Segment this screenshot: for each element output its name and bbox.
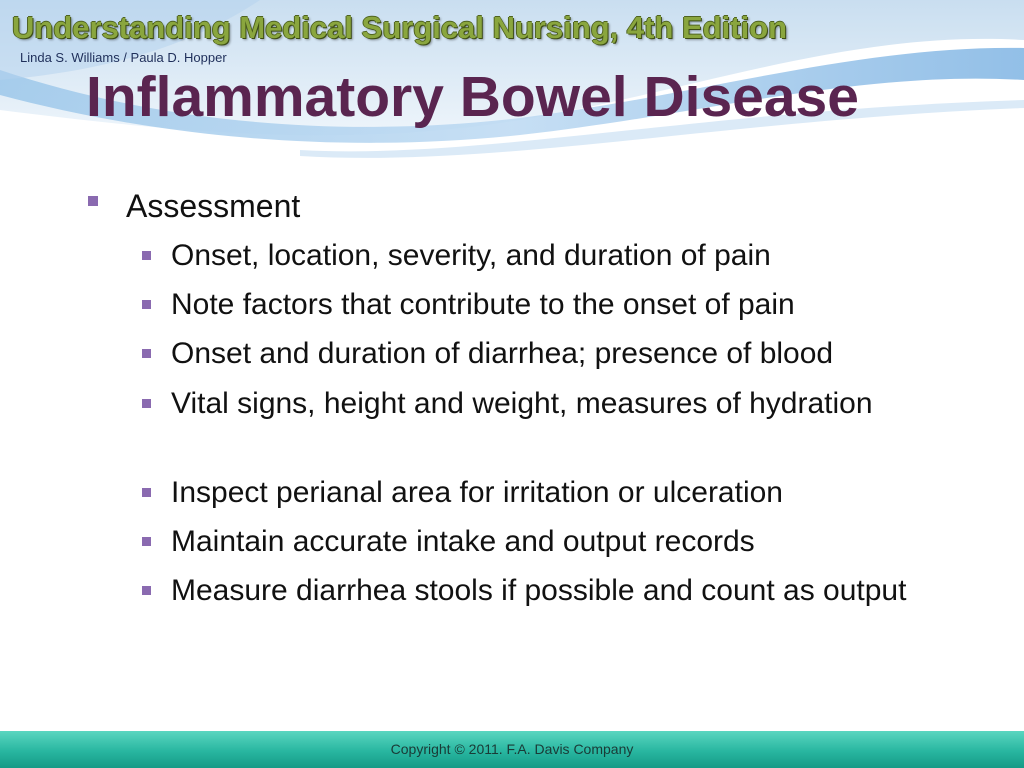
square-bullet-icon [88,196,98,206]
slide-title: Inflammatory Bowel Disease [86,65,859,129]
sub-bullet-text: Onset, location, severity, and duration of pain [171,239,771,272]
sub-bullet-text: Note factors that contribute to the onset of pain [171,288,795,321]
authors-line: Linda S. Williams / Paula D. Hopper [20,50,227,65]
square-bullet-icon [142,488,151,497]
sub-bullet-text: Onset and duration of diarrhea; presence of blood [171,337,834,370]
square-bullet-icon [142,300,151,309]
square-bullet-icon [142,586,151,595]
sub-bullet-text: Vital signs, height and weight, measures of hydration [171,387,873,420]
sub-bullet-text: Inspect perianal area for irritation or ulceration [171,476,783,509]
square-bullet-icon [142,349,151,358]
main-bullet-text: Assessment [126,188,301,224]
copyright-text: Copyright © 2011. F.A. Davis Company [390,741,634,757]
sub-bullet-text: Measure diarrhea stools if possible and count as output [171,574,907,607]
book-title: Understanding Medical Surgical Nursing, 4th Edition [12,10,788,45]
square-bullet-icon [142,251,151,260]
square-bullet-icon [142,399,151,408]
sub-bullet-text: Maintain accurate intake and output records [171,525,755,558]
square-bullet-icon [142,537,151,546]
copyright-notice [0,739,1024,759]
